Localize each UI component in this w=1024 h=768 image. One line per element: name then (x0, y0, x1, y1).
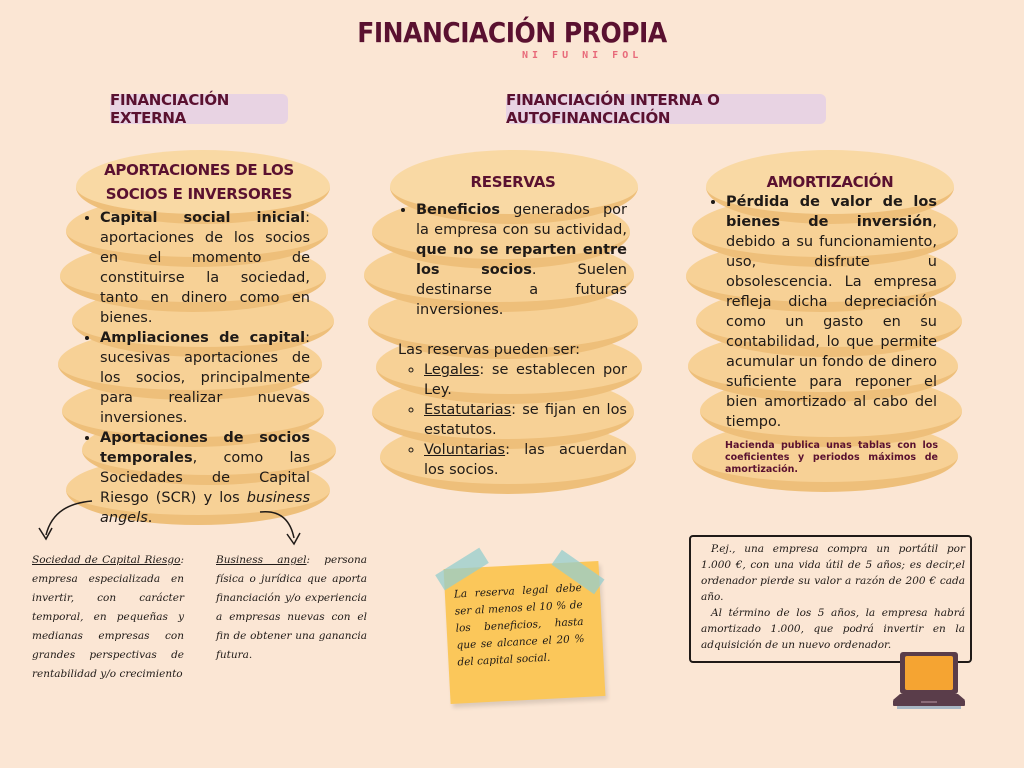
amortizacion-title: AMORTIZACIÓN (766, 173, 894, 191)
page-title: FINANCIACIÓN PROPIA (357, 16, 667, 49)
page-subtitle: NI FU NI FOL (522, 50, 643, 61)
list-item (100, 328, 310, 428)
laptop-icon (891, 650, 967, 712)
item-term: Legales (424, 362, 480, 378)
item-term: Beneficios (416, 202, 500, 218)
example-paragraph: P.ej., una empresa compra un portátil por 1.000 €, con una vida útil de 5 años; es decir,el ordenador pierde su valor a razón de 200 € cada año. (701, 543, 965, 603)
note-text: : empresa especializada en invertir, con carácter temporal, en pequeñas y medianas empresas con grandes perspectivas de rentabilidad y/o crecimiento (32, 554, 184, 680)
section-externa-pill: FINANCIACIÓN EXTERNA (110, 94, 288, 124)
example-text (701, 541, 965, 653)
note-business-angel (216, 551, 367, 665)
curved-arrow-right-icon (256, 506, 306, 551)
item-term: que no se reparten entre los socios (416, 242, 627, 278)
list-item (424, 400, 627, 440)
list-item (726, 192, 937, 432)
item-text: , como las Sociedades de Capital Riesgo (SCR) y los (100, 450, 310, 506)
item-term: Voluntarias (424, 442, 506, 458)
item-term: Aportaciones de socios temporales (100, 430, 310, 466)
item-term: Estatutarias (424, 402, 512, 418)
note-text: : persona física o jurídica que aporta financiación y/o experiencia a empresas nuevas con el fin de obtener una ganancia futura. (216, 554, 367, 661)
item-text: generados por la empresa con su actividad, (416, 202, 627, 238)
section-interna-pill: FINANCIACIÓN INTERNA O AUTOFINANCIACIÓN (506, 94, 826, 124)
example-box (689, 535, 972, 663)
item-term: Ampliaciones de capital (100, 330, 306, 346)
item-text: : aportaciones de los socios en el momento de constituirse la sociedad, tanto en dinero como en bienes. (100, 210, 310, 326)
item-text: : se establecen por Ley. (424, 362, 627, 398)
list-item (424, 440, 627, 480)
item-text: : las acuerdan los socios. (424, 442, 627, 478)
aportaciones-list (82, 208, 310, 528)
reservas-body (398, 200, 627, 480)
item-text: : se fijan en los estatutos. (424, 402, 627, 438)
item-text: : sucesivas aportaciones de los socios, principalmente para realizar nuevas inversiones. (100, 330, 310, 426)
item-term: Capital social inicial (100, 210, 306, 226)
item-text: . Suelen destinarse a futuras inversiones. (416, 262, 627, 318)
reservas-title: RESERVAS (470, 173, 556, 191)
sticky-note-text: La reserva legal debe ser al menos el 10 % de los beneficios, hasta que se alcance el 20 % del capital social. (453, 581, 585, 669)
note-term: Sociedad de Capital Riesgo (32, 554, 181, 566)
list-item (100, 208, 310, 328)
item-text: , debido a su funcionamiento, uso, disfrute u obsolescencia. La empresa refleja dicha depreciación como un gasto en su contabilidad, lo que permite acumular un fondo de dinero suficiente para reponer el bien amortizado al cabo del tiempo. (726, 214, 937, 430)
item-text: . (147, 510, 153, 526)
curved-arrow-left-icon (30, 495, 100, 550)
amortizacion-note: Hacienda publica unas tablas con los coeficientes y periodos máximos de amortización. (725, 440, 938, 475)
item-term: Pérdida de valor de los bienes de inversión (726, 194, 937, 230)
note-term: Business angel (216, 554, 307, 566)
aportaciones-title: APORTACIONES DE LOS SOCIOS E INVERSORES (104, 161, 294, 203)
reservas-types-intro: Las reservas pueden ser: (398, 342, 581, 358)
example-paragraph: Al término de los 5 años, la empresa habrá amortizado 1.000, que podrá invertir en la adquisición de un nuevo ordenador. (701, 607, 965, 651)
list-item (416, 200, 627, 320)
amortizacion-body (708, 192, 937, 432)
item-italic: business angels (100, 490, 310, 526)
list-item (424, 360, 627, 400)
note-scr (32, 551, 184, 684)
